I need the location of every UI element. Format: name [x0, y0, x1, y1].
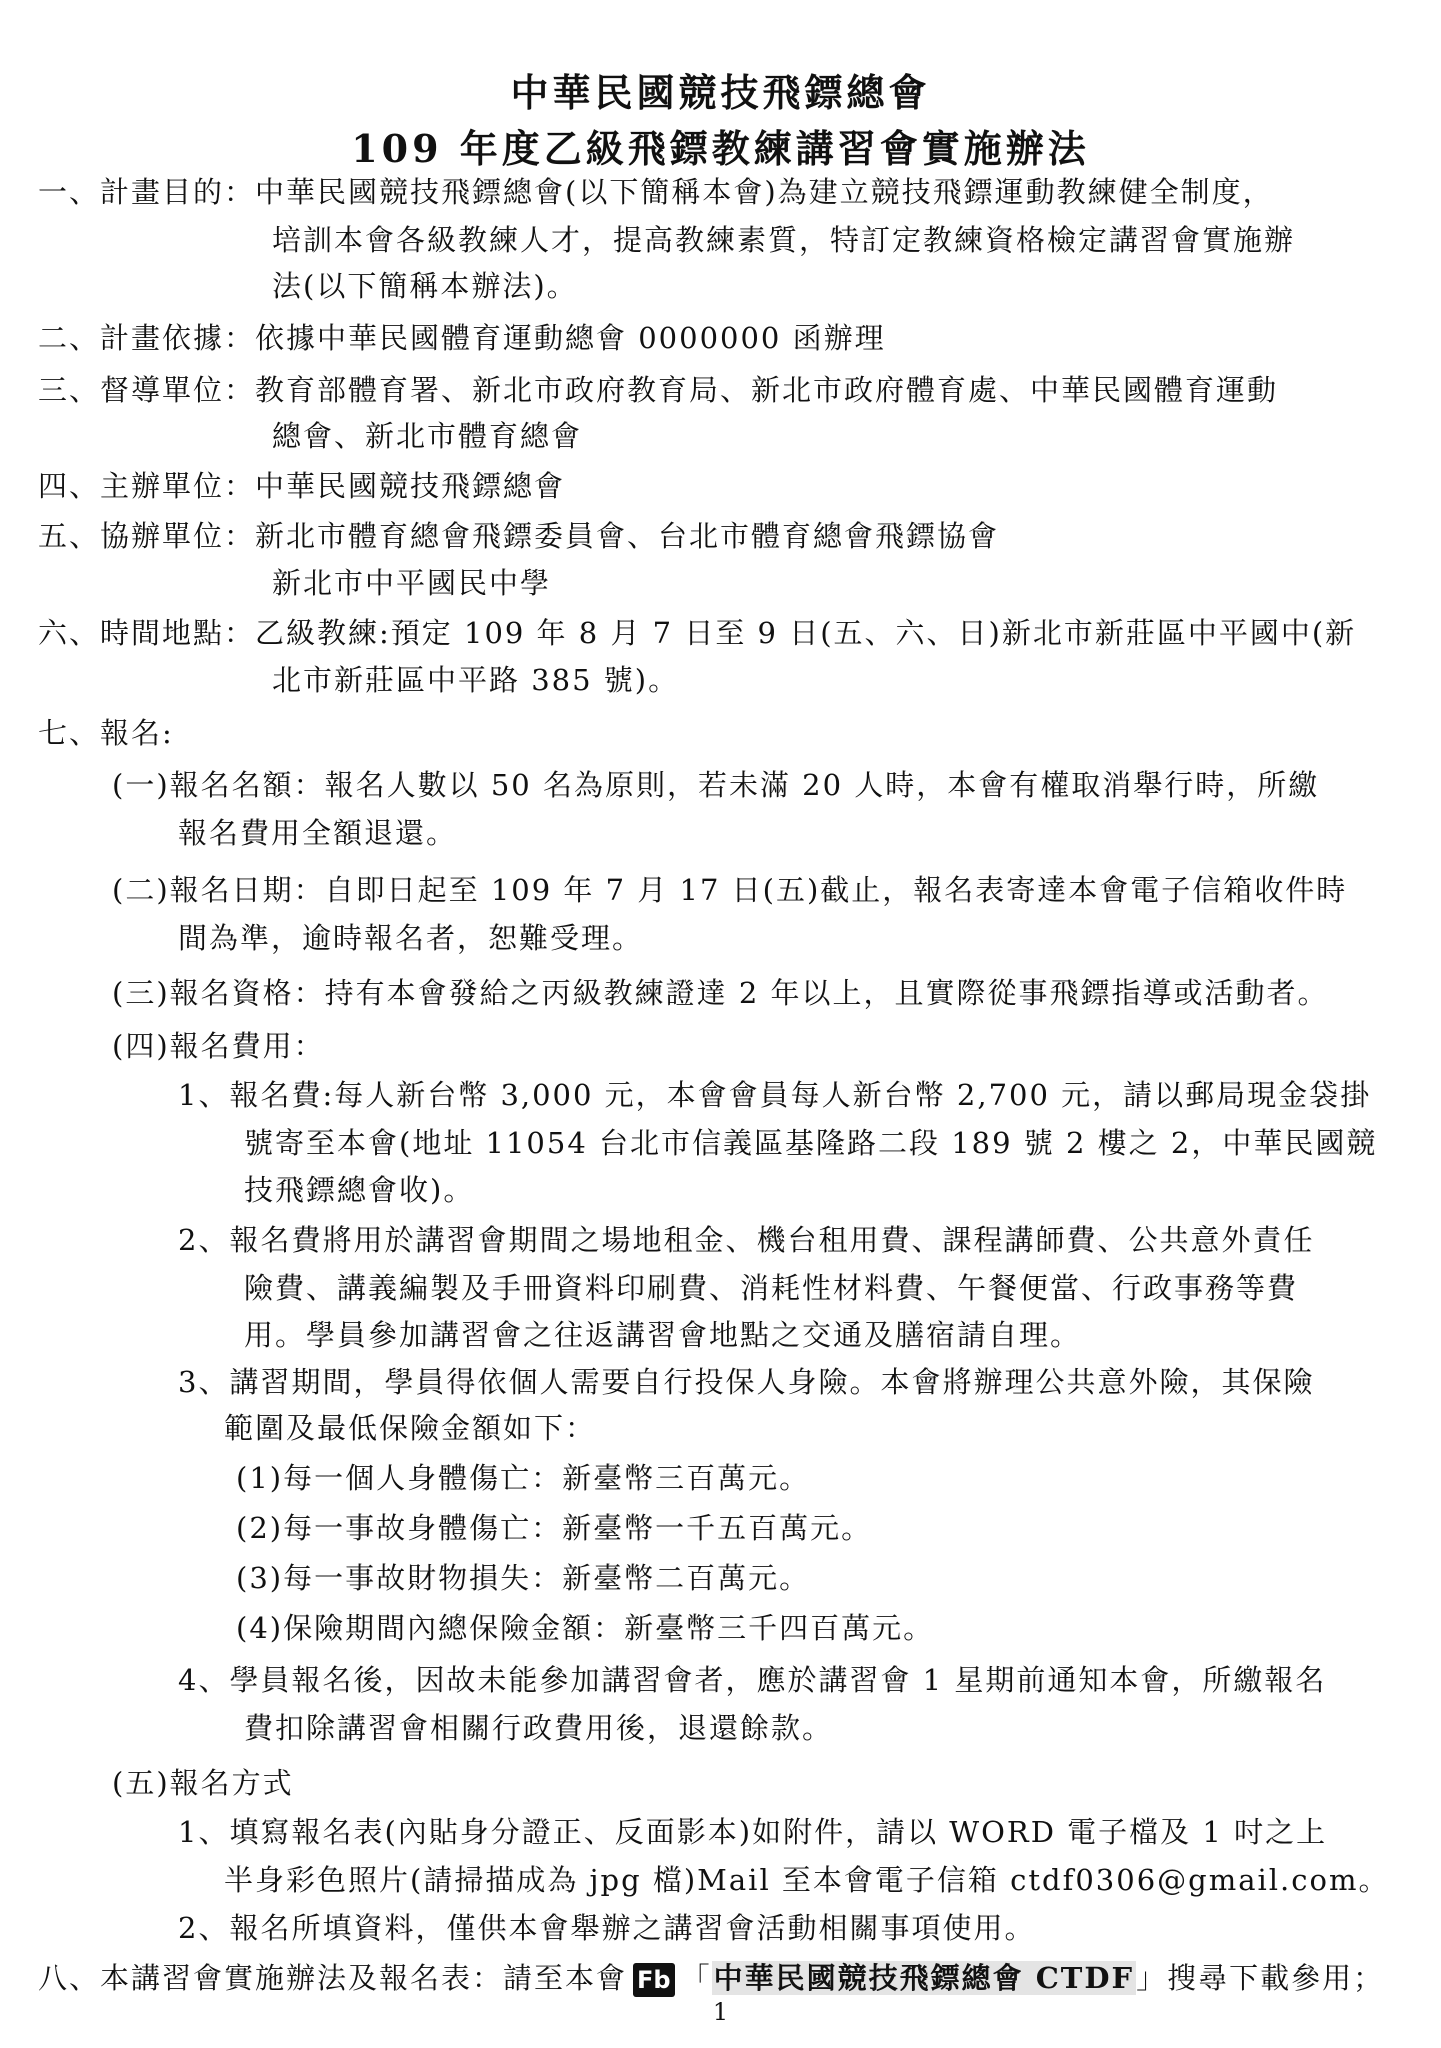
insurance-item-3: (3)每一事故財物損失：新臺幣二百萬元。 [236, 1561, 811, 1595]
facebook-icon: Fb [633, 1963, 675, 1997]
fee-item-4-line-2: 費扣除講習會相關行政費用後，退還餘款。 [244, 1711, 834, 1745]
fee-item-2-line-2: 險費、講義編製及手冊資料印刷費、消耗性材料費、午餐便當、行政事務等費 [244, 1271, 1299, 1305]
section-1-line-2: 培訓本會各級教練人才，提高教練素質，特訂定教練資格檢定講習會實施辦 [272, 223, 1296, 257]
registration-fee-heading: (四)報名費用： [112, 1029, 325, 1063]
fee-item-1-line-1: 1、報名費:每人新台幣 3,000 元，本會會員每人新台幣 2,700 元，請以郵局現金袋掛 [178, 1078, 1372, 1112]
section-7-heading: 七、報名: [38, 716, 174, 750]
quote-close: 」 [1136, 1961, 1168, 1995]
registration-date-line-2: 間為準，逾時報名者，恕難受理。 [178, 921, 644, 955]
section-5-line-2: 新北市中平國民中學 [272, 566, 552, 600]
fee-item-3-line-1: 3、講習期間，學員得依個人需要自行投保人身險。本會將辦理公共意外險，其保險 [178, 1365, 1315, 1399]
fee-item-2-line-3: 用。學員參加講習會之往返講習會地點之交通及膳宿請自理。 [244, 1318, 1082, 1352]
insurance-item-2: (2)每一事故身體傷亡：新臺幣一千五百萬元。 [236, 1511, 873, 1545]
fee-item-2-line-1: 2、報名費將用於講習會期間之場地租金、機台租用費、課程講師費、公共意外責任 [178, 1223, 1315, 1257]
section-3-line-2: 總會、新北市體育總會 [272, 419, 583, 453]
registration-quota-line-1: (一)報名名額：報名人數以 50 名為原則，若未滿 20 人時，本會有權取消舉行時，所繳 [112, 768, 1320, 802]
section-4-line-1: 四、主辦單位：中華民國競技飛鏢總會 [38, 469, 566, 503]
section-8-suffix: 搜尋下載參用； [1167, 1961, 1385, 1995]
fee-item-3-line-2: 範圍及最低保險金額如下： [224, 1411, 597, 1445]
document-title-org: 中華民國競技飛鏢總會 [510, 70, 931, 115]
insurance-item-4: (4)保險期間內總保險金額：新臺幣三千四百萬元。 [236, 1611, 935, 1645]
document-title-main: 109 年度乙級飛鏢教練講習會實施辦法 [351, 126, 1090, 171]
section-3-line-1: 三、督導單位：教育部體育署、新北市政府教育局、新北市政府體育處、中華民國體育運動 [38, 373, 1279, 407]
section-8-prefix: 八、本講習會實施辦法及報名表：請至本會 [38, 1961, 628, 1995]
section-1-line-1: 一、計畫目的：中華民國競技飛鏢總會(以下簡稱本會)為建立競技飛鏢運動教練健全制度， [38, 175, 1274, 209]
facebook-page-name: 中華民國競技飛鏢總會 CTDF [713, 1961, 1135, 1995]
page-number: 1 [712, 1998, 729, 2026]
section-2-line-1: 二、計畫依據：依據中華民國體育運動總會 0000000 函辦理 [38, 321, 886, 355]
quote-open: 「 [680, 1961, 712, 1995]
fee-item-1-line-2: 號寄至本會(地址 11054 台北市信義區基隆路二段 189 號 2 樓之 2，中華民國競 [244, 1126, 1378, 1160]
method-item-1-line-2: 半身彩色照片(請掃描成為 jpg 檔)Mail 至本會電子信箱 ctdf0306@gmail.com。 [224, 1863, 1390, 1897]
fee-item-4-line-1: 4、學員報名後，因故未能參加講習會者，應於講習會 1 星期前通知本會，所繳報名 [178, 1663, 1327, 1697]
fee-item-1-line-3: 技飛鏢總會收)。 [244, 1173, 475, 1207]
section-6-line-2: 北市新莊區中平路 385 號)。 [272, 663, 680, 697]
registration-date-line-1: (二)報名日期：自即日起至 109 年 7 月 17 日(五)截止，報名表寄達本會電子信箱收件時 [112, 873, 1348, 907]
insurance-item-1: (1)每一個人身體傷亡：新臺幣三百萬元。 [236, 1461, 811, 1495]
registration-method-heading: (五)報名方式 [112, 1766, 294, 1800]
method-item-2: 2、報名所填資料，僅供本會舉辦之講習會活動相關事項使用。 [178, 1911, 1036, 1945]
section-1-line-3: 法(以下簡稱本辦法)。 [272, 269, 578, 303]
method-item-1-line-1: 1、填寫報名表(內貼身分證正、反面影本)如附件，請以 WORD 電子檔及 1 吋之上 [178, 1815, 1328, 1849]
registration-quota-line-2: 報名費用全額退還。 [178, 816, 458, 850]
section-6-line-1: 六、時間地點：乙級教練:預定 109 年 8 月 7 日至 9 日(五、六、日)新北市新莊區中平國中(新 [38, 616, 1357, 650]
registration-eligibility: (三)報名資格：持有本會發給之丙級教練證達 2 年以上，且實際從事飛鏢指導或活動者。 [112, 976, 1329, 1010]
section-5-line-1: 五、協辦單位：新北市體育總會飛鏢委員會、台北市體育總會飛鏢協會 [38, 519, 1000, 553]
section-8-line [38, 1958, 1384, 1998]
